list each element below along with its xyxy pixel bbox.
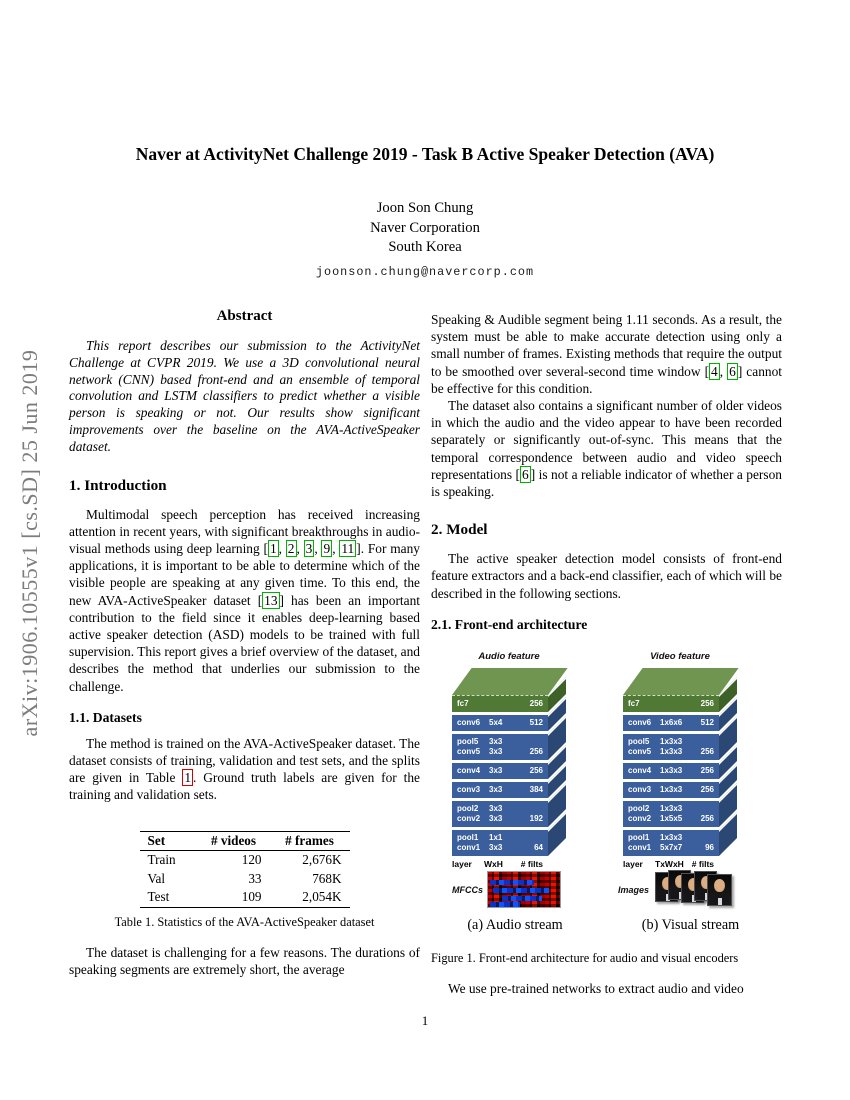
spectrogram-blue-band — [493, 888, 549, 893]
citation-link[interactable]: 1 — [269, 540, 277, 556]
datasets-paragraph — [69, 735, 420, 804]
stack-column-headers: layer WxH # filts — [452, 858, 543, 869]
images-input-label: Images — [617, 884, 649, 895]
table-cell: Test — [147, 889, 170, 905]
cnn-layer-block: conv6 1x6x6 512 — [623, 715, 719, 731]
table-cell: 2,676K — [302, 852, 342, 868]
cnn-layer-block: fc7 256 — [452, 695, 548, 712]
text-segment: , — [278, 540, 286, 556]
section-heading-introduction: 1. Introduction — [69, 476, 167, 494]
face-frames-image — [655, 869, 733, 911]
cnn-layer-block: pool2 3x3 conv2 3x3 192 — [452, 801, 548, 827]
author-name: Joon Son Chung — [376, 200, 474, 216]
table-cell: Val — [147, 870, 166, 886]
citation-link[interactable]: 9 — [323, 540, 331, 556]
table-cell: 2,054K — [302, 889, 342, 905]
text-segment: Speaking & Audible segment being 1.11 seconds. As a result, the system must be able to make accurate detection using only a small number of frames. Existing methods that require the output to be smoothed over several-second time window [ — [431, 312, 782, 379]
author-email: joonson.chung@navercorp.com — [315, 264, 535, 279]
figure-frontend-architecture — [431, 649, 782, 945]
cnn-layer-block: pool1 1x1 conv1 3x3 64 — [452, 830, 548, 856]
video-feature-title: Video feature — [650, 650, 710, 662]
text-segment: , — [296, 540, 304, 556]
cnn-layer-block: pool1 1x3x3 conv1 5x7x7 96 — [623, 830, 719, 856]
abstract-text: This report describes our submission to the ActivityNet Challenge at CVPR 2019. We use a 3D convolutional neural network (CNN) based front-end and an ensemble of temporal convolution and LSTM classifiers to predict whether a visible person is speaking or not. Our results show significant improvements over the baseline on the AVA-ActiveSpeaker dataset. — [69, 338, 420, 454]
text-segment: , — [332, 540, 340, 556]
table-caption: Table 1. Statistics of the AVA-ActiveSpeaker dataset — [114, 914, 375, 929]
abstract-heading: Abstract — [216, 308, 273, 324]
mfcc-input-label: MFCCs — [452, 884, 483, 895]
arxiv-identifier-strip: arXiv:1906.10555v1 [cs.SD] 25 Jun 2019 — [17, 349, 42, 737]
model-paragraph: The active speaker detection model consists of front-end feature extractors and a back-end classifier, each of which will be described in the following sections. — [431, 551, 782, 601]
table-row — [140, 870, 350, 889]
author-block — [0, 199, 850, 279]
table-header-videos: # videos — [198, 831, 270, 851]
table-header-set: Set — [140, 831, 198, 851]
table-row — [140, 851, 350, 870]
text-segment: The method is trained on the AVA-ActiveSpeaker dataset. The dataset consists of training, validation and test sets, and the splits are given in Table — [69, 735, 420, 786]
subsection-heading-datasets: 1.1. Datasets — [69, 709, 142, 725]
citation-link[interactable]: 13 — [264, 592, 278, 608]
table-header-frames: # frames — [270, 831, 350, 851]
text-segment: , — [719, 363, 728, 379]
table-cell: Train — [147, 852, 176, 868]
text-segment: ]. For many applications, it is important to be able to determine which of the visible people are speaking at any given time. To this end, the new AVA-ActiveSpeaker dataset [ — [69, 540, 420, 608]
figure-caption: Figure 1. Front-end architecture for audio and visual encoders — [431, 950, 739, 965]
citation-link[interactable]: 2 — [287, 540, 295, 556]
author-affiliation: Naver Corporation — [370, 219, 480, 236]
face-frame — [707, 874, 732, 906]
introduction-paragraph — [69, 506, 420, 695]
text-segment: Multimodal speech perception has received increasing attention in recent years, with significant breakthroughs in audio-visual methods using deep learning [ — [69, 506, 420, 556]
dataset-statistics-table — [140, 831, 350, 908]
text-segment: ] cannot be effective for this condition. — [431, 363, 783, 396]
cnn-layer-block: conv6 5x4 512 — [452, 715, 548, 731]
citation-link[interactable]: 6 — [521, 466, 529, 482]
cnn-layer-block: conv3 1x3x3 256 — [623, 782, 719, 798]
segment-length-paragraph — [431, 311, 782, 397]
citation-link[interactable]: 3 — [305, 540, 313, 556]
pretrained-paragraph: We use pre-trained networks to extract audio and video — [448, 980, 744, 996]
text-segment: ] is not a reliable indicator of whether a person is speaking. — [431, 466, 782, 500]
paper-title: Naver at ActivityNet Challenge 2019 - Task B Active Speaker Detection (AVA) — [135, 144, 715, 164]
audio-feature-title: Audio feature — [478, 650, 540, 662]
citation-link[interactable]: 4 — [711, 363, 718, 379]
stack-column-headers: layer TxWxH # filts — [623, 858, 714, 869]
spectrogram-blue-band — [490, 880, 534, 885]
table-header-row — [140, 831, 350, 851]
cnn-layer-block: pool2 1x3x3 conv2 1x5x5 256 — [623, 801, 719, 827]
text-segment: ] has been an important contribution to the field since it enables deep-learning based active speaker detection (ASD) models to be trained with full supervision. This report gives a brief overview of the dataset, and describes the method that underlies our submission to the challenge. — [69, 592, 420, 694]
right-column — [431, 311, 782, 997]
table-cell: 768K — [312, 870, 342, 886]
spectrogram-blue-band — [490, 902, 520, 907]
left-column — [69, 308, 420, 978]
subcaption-visual-stream: (b) Visual stream — [641, 916, 740, 933]
cnn-layer-block: conv3 3x3 384 — [452, 782, 548, 798]
mfcc-spectrogram-image — [487, 871, 561, 908]
challenge-paragraph: The dataset is challenging for a few reasons. The durations of speaking segments are extremely short, the average — [69, 944, 420, 977]
text-segment: The dataset also contains a significant number of older videos in which the audio and the video appear to have been recorded separately or significantly out-of-sync. This means that the temporal correspondence between audio and video speech representations [ — [431, 398, 782, 482]
table-reference-link[interactable]: 1 — [184, 770, 192, 786]
video-cnn-stack-diagram — [623, 695, 719, 869]
cnn-layer-block: pool5 1x3x3 conv5 1x3x3 256 — [623, 734, 719, 760]
text-segment: . Ground truth labels are given for the training and validation sets. — [69, 770, 420, 803]
table-cell: 109 — [241, 889, 262, 905]
section-heading-model: 2. Model — [431, 521, 488, 539]
sync-paragraph — [431, 397, 782, 500]
cnn-layer-block: fc7 256 — [623, 695, 719, 712]
table-cell: 120 — [241, 852, 262, 868]
table-row — [140, 888, 350, 907]
cnn-layer-block: pool5 3x3 conv5 3x3 256 — [452, 734, 548, 760]
citation-link[interactable]: 6 — [729, 363, 736, 379]
cnn-layer-block: conv4 1x3x3 256 — [623, 763, 719, 779]
text-segment: , — [314, 540, 322, 556]
audio-cnn-stack-diagram — [452, 695, 548, 869]
table-cell: 33 — [248, 870, 262, 886]
spectrogram-blue-band — [502, 896, 542, 901]
citation-link[interactable]: 11 — [341, 540, 355, 556]
subcaption-audio-stream: (a) Audio stream — [467, 916, 563, 933]
subsection-heading-frontend: 2.1. Front-end architecture — [431, 616, 588, 632]
page-number: 1 — [421, 1013, 429, 1028]
author-country: South Korea — [388, 239, 462, 255]
cnn-layer-block: conv4 3x3 256 — [452, 763, 548, 779]
